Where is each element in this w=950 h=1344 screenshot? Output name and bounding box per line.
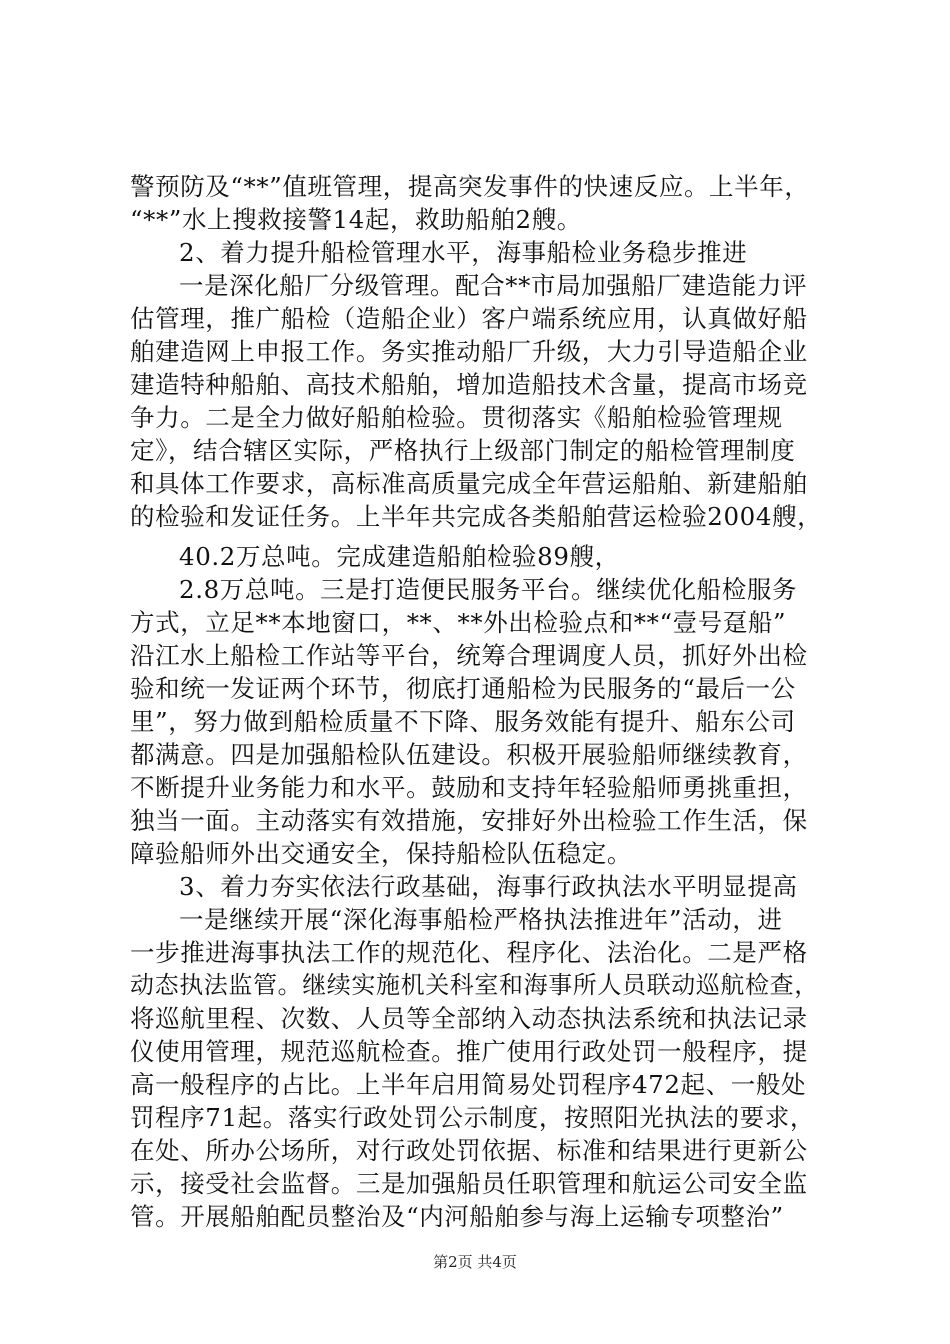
paragraph-start: 一是深化船厂分级管理。配合**市局加强船厂建造能力评 (179, 271, 808, 300)
text-line: 建造特种船舶、高技术船舶，增加造船技术含量，提高市场竞 (130, 370, 808, 399)
text-line: 示，接受社会监督。三是加强船员任职管理和航运公司安全监 (130, 1169, 808, 1198)
text-line: 都满意。四是加强船检队伍建设。积极开展验船师继续教育， (130, 740, 808, 769)
text-line: 的检验和发证任务。上半年共完成各类船舶营运检验2004艘， (130, 502, 823, 531)
text-line: 估管理，推广船检（造船企业）客户端系统应用，认真做好船 (130, 304, 808, 333)
text-block-top (130, 170, 830, 533)
text-line: 争力。二是全力做好船舶检验。贯彻落实《船舶检验管理规 (130, 403, 783, 432)
section-heading: 3、着力夯实依法行政基础，海事行政执法水平明显提高 (179, 872, 798, 901)
text-line: 定》，结合辖区实际，严格执行上级部门制定的船检管理制度 (130, 436, 796, 465)
text-line: 罚程序71起。落实行政处罚公示制度，按照阳光执法的要求， (130, 1103, 815, 1132)
text-line: 40.2万总吨。完成建造船舶检验89艘， (179, 542, 620, 571)
text-line: 在处、所办公场所，对行政处罚依据、标准和结果进行更新公 (130, 1136, 808, 1165)
text-line: 将巡航里程、次数、人员等全部纳入动态执法系统和执法记录 (130, 1004, 808, 1033)
text-line: 和具体工作要求，高标准高质量完成全年营运船舶、新建船舶 (130, 469, 808, 498)
text-line: 高一般程序的占比。上半年启用简易处罚程序472起、一般处 (130, 1070, 807, 1099)
text-line: 里”，努力做到船检质量不下降、服务效能有提升、船东公司 (130, 707, 796, 736)
page-number-footer: 第2页 共4页 (433, 1253, 517, 1271)
text-line: 管。开展船舶配员整治及“内河船舶参与海上运输专项整治” (130, 1202, 784, 1231)
text-line: 动态执法监管。继续实施机关科室和海事所人员联动巡航检查， (130, 971, 819, 999)
text-line: 障验船师外出交通安全，保持船检队伍稳定。 (130, 839, 632, 868)
text-line: 方式，立足**本地窗口，**、**外出检验点和**“壹号趸船” (130, 608, 787, 637)
text-block-bottom (130, 540, 830, 1233)
text-line: 一步推进海事执法工作的规范化、程序化、法治化。二是严格 (130, 938, 808, 967)
text-line: 舶建造网上申报工作。务实推动船厂升级，大力引导造船企业 (130, 337, 808, 366)
text-line: 警预防及“**”值班管理，提高突发事件的快速反应。上半年， (130, 172, 810, 201)
text-line: 仪使用管理，规范巡航检查。推广使用行政处罚一般程序，提 (130, 1037, 808, 1066)
text-line: 独当一面。主动落实有效措施，安排好外出检验工作生活，保 (130, 806, 808, 835)
text-line: 2.8万总吨。三是打造便民服务平台。继续优化船检服务 (179, 575, 798, 604)
text-line: 验和统一发证两个环节，彻底打通船检为民服务的“最后一公 (130, 674, 796, 703)
text-line: 沿江水上船检工作站等平台，统筹合理调度人员，抓好外出检 (130, 641, 808, 670)
text-line: 不断提升业务能力和水平。鼓励和支持年轻验船师勇挑重担， (130, 773, 808, 802)
paragraph-start: 一是继续开展“深化海事船检严格执法推进年”活动，进 (179, 905, 783, 934)
section-heading: 2、着力提升船检管理水平，海事船检业务稳步推进 (179, 238, 748, 267)
text-line: “**”水上搜救接警14起，救助船舶2艘。 (130, 205, 582, 234)
